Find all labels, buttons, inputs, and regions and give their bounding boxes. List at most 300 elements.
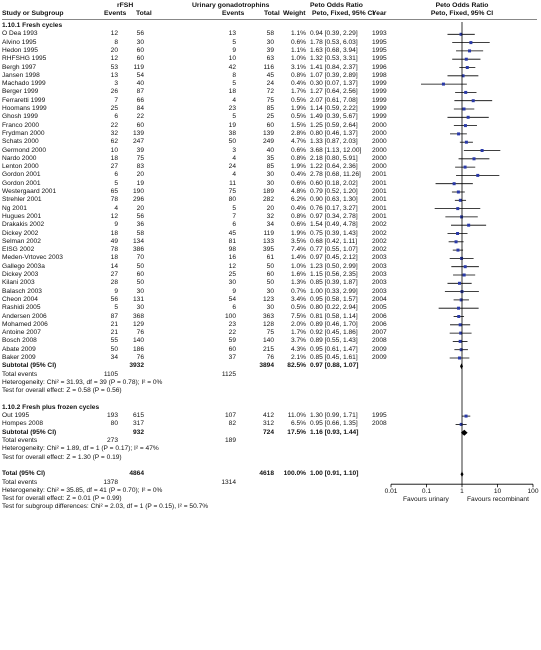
- total-urinary: 85: [266, 105, 274, 112]
- events-rfsh: 3: [114, 80, 118, 88]
- header-plot-method: Peto, Fixed, 95% CI: [430, 10, 494, 17]
- point-estimate: [456, 249, 459, 252]
- peto-or-ci: 0.75 [0.39, 1.43]: [310, 229, 358, 237]
- point-estimate: [473, 157, 476, 160]
- study-name: Frydman 2000: [2, 129, 45, 137]
- total-urinary: 76: [266, 354, 274, 361]
- weight: 1.0%: [290, 55, 306, 63]
- events-urinary: 16: [228, 254, 236, 262]
- year: 2001: [372, 171, 387, 179]
- year: 2006: [372, 320, 387, 328]
- weight: 7.4%: [290, 246, 306, 254]
- peto-or-ci: 0.30 [0.07, 1.37]: [310, 80, 358, 88]
- peto-or-ci: 1.33 [0.87, 2.03]: [310, 138, 358, 146]
- events-urinary: 80: [228, 196, 236, 204]
- peto-or-ci: 1.78 [0.53, 6.03]: [310, 38, 358, 46]
- total-urinary: 20: [266, 204, 274, 212]
- point-estimate: [464, 91, 467, 94]
- weight: 2.1%: [290, 354, 306, 361]
- peto-or-ci: 0.89 [0.46, 1.70]: [310, 320, 358, 328]
- weight: 3.1%: [290, 63, 306, 71]
- events-rfsh: 18: [110, 229, 118, 237]
- point-estimate: [467, 116, 470, 119]
- total-events-rfsh: 1105: [103, 370, 118, 378]
- study-name: Ferraretti 1999: [2, 96, 46, 104]
- header-study: Study or Subgroup: [2, 10, 64, 17]
- peto-or-ci: 1.27 [0.64, 2.56]: [310, 88, 358, 96]
- weight: 0.6%: [290, 179, 306, 187]
- total-urinary: 249: [262, 138, 274, 146]
- point-estimate: [460, 215, 463, 218]
- total-urinary: 25: [266, 113, 274, 121]
- total-urinary: 34: [266, 221, 274, 229]
- heterogeneity: Heterogeneity: Chi² = 1.89, df = 1 (P = 0.17); I² = 47%: [2, 445, 159, 453]
- total-urinary: 312: [262, 420, 274, 428]
- events-urinary: 23: [228, 320, 236, 328]
- total-rfsh: 50: [136, 262, 144, 270]
- subtotal-weight: 82.5%: [287, 362, 306, 370]
- tick-label: 1: [460, 488, 464, 496]
- year: 2000: [372, 121, 387, 129]
- total-urinary: 39: [266, 46, 274, 54]
- point-estimate: [464, 166, 467, 169]
- tick-label: 10: [493, 488, 502, 496]
- events-rfsh: 65: [110, 188, 118, 195]
- events-urinary: 5: [232, 204, 236, 212]
- subtotal-total-rfsh: 3932: [129, 362, 144, 370]
- peto-or-ci: 0.95 [0.58, 1.57]: [310, 295, 358, 303]
- total-rfsh: 54: [136, 71, 144, 79]
- year: 2001: [372, 212, 387, 220]
- subtotal-label: Subtotal (95% CI): [2, 428, 57, 436]
- events-rfsh: 18: [110, 154, 118, 162]
- events-urinary: 45: [228, 229, 236, 237]
- weight: 11.0%: [287, 412, 306, 420]
- weight: 0.4%: [290, 171, 306, 179]
- year: 1999: [372, 96, 387, 104]
- events-urinary: 7: [232, 212, 236, 220]
- peto-or-ci: 0.85 [0.39, 1.87]: [310, 279, 358, 287]
- peto-or-ci: 0.77 [0.55, 1.07]: [310, 246, 358, 254]
- peto-or-ci: 0.97 [0.34, 2.78]: [310, 212, 358, 220]
- events-urinary: 75: [228, 188, 236, 195]
- study-name: Meden-Vrtovec 2003: [2, 254, 63, 262]
- events-rfsh: 78: [110, 246, 118, 254]
- study-name: Rashidi 2005: [2, 304, 41, 312]
- total-urinary: 63: [266, 55, 274, 63]
- year: 2000: [372, 163, 387, 171]
- total-rfsh: 20: [136, 171, 144, 179]
- year: 2000: [372, 129, 387, 137]
- events-rfsh: 12: [110, 55, 118, 63]
- total-rfsh: 76: [136, 329, 144, 337]
- events-urinary: 22: [228, 329, 236, 337]
- total-urinary: 215: [262, 345, 274, 353]
- events-rfsh: 21: [110, 320, 118, 328]
- study-name: Abate 2009: [2, 345, 36, 353]
- events-urinary: 81: [228, 237, 236, 245]
- total-rfsh: 84: [136, 105, 144, 112]
- events-rfsh: 27: [110, 163, 118, 171]
- total-urinary: 139: [262, 129, 274, 137]
- events-rfsh: 6: [114, 113, 118, 121]
- total-urinary: 116: [263, 63, 274, 71]
- peto-or-ci: 1.00 [0.33, 2.99]: [310, 287, 358, 295]
- events-rfsh: 80: [110, 420, 118, 428]
- total-urinary: 35: [266, 154, 274, 162]
- events-rfsh: 49: [110, 237, 118, 245]
- study-name: Out 1995: [2, 412, 30, 420]
- point-estimate: [463, 274, 466, 277]
- study-name: Schats 2000: [2, 138, 39, 146]
- year: 2000: [372, 138, 387, 146]
- weight: 0.8%: [290, 212, 306, 220]
- peto-or-ci: 1.54 [0.49, 4.78]: [310, 221, 358, 229]
- year: 1999: [372, 88, 387, 96]
- total-urinary: 30: [266, 171, 274, 179]
- total-urinary: 50: [266, 279, 274, 287]
- events-rfsh: 13: [110, 71, 118, 79]
- events-rfsh: 50: [110, 345, 118, 353]
- year: 2008: [372, 420, 387, 428]
- year: 2003: [372, 271, 387, 278]
- peto-or-ci: 1.63 [0.68, 3.94]: [310, 46, 358, 54]
- events-urinary: 50: [228, 138, 236, 146]
- events-rfsh: 21: [110, 329, 118, 337]
- total-urinary: 75: [266, 329, 274, 337]
- weight: 1.9%: [290, 229, 306, 237]
- weight: 0.6%: [290, 221, 306, 229]
- year: 1995: [372, 46, 387, 54]
- total-rfsh: 368: [132, 312, 144, 320]
- events-rfsh: 14: [110, 262, 118, 270]
- tick-label: 100: [527, 488, 539, 496]
- weight: 1.0%: [290, 262, 306, 270]
- total-urinary: 4618: [259, 470, 274, 478]
- point-estimate: [453, 182, 456, 185]
- events-rfsh: 32: [110, 129, 118, 137]
- total-weight: 100.0%: [283, 470, 306, 478]
- study-name: Franco 2000: [2, 121, 40, 129]
- point-estimate: [472, 99, 475, 102]
- events-urinary: 5: [232, 113, 236, 121]
- year: 2003: [372, 287, 387, 295]
- subtotal-total-urinary: 724: [262, 428, 274, 436]
- events-urinary: 12: [228, 262, 236, 270]
- study-name: Strehler 2001: [2, 196, 42, 204]
- total-rfsh: 186: [132, 345, 144, 353]
- study-name: Cheon 2004: [2, 295, 38, 303]
- total-rfsh: 19: [136, 179, 144, 187]
- peto-or-ci: 0.95 [0.66, 1.35]: [310, 420, 358, 428]
- header-rule: [2, 19, 537, 20]
- point-estimate: [442, 83, 445, 86]
- year: 2005: [372, 304, 387, 312]
- events-rfsh: 25: [110, 105, 118, 112]
- heterogeneity: Heterogeneity: Chi² = 35.85, df = 41 (P = 0.70); I² = 0%: [2, 486, 163, 494]
- events-rfsh: 34: [110, 354, 118, 361]
- weight: 2.8%: [290, 129, 306, 137]
- year: 2007: [372, 329, 387, 337]
- events-rfsh: 27: [110, 271, 118, 278]
- events-urinary: 6: [232, 304, 236, 312]
- total-rfsh: 20: [136, 204, 144, 212]
- events-rfsh: 4: [114, 204, 118, 212]
- events-rfsh: 28: [110, 279, 118, 287]
- year: 2001: [372, 196, 387, 204]
- total-rfsh: 30: [136, 38, 144, 46]
- point-estimate: [457, 307, 460, 310]
- total-urinary: 50: [266, 262, 274, 270]
- events-urinary: 24: [228, 163, 236, 171]
- total-rfsh: 296: [132, 196, 144, 204]
- total-rfsh: 317: [132, 420, 144, 428]
- year: 1995: [372, 38, 387, 46]
- peto-or-ci: 1.49 [0.39, 5.67]: [310, 113, 358, 121]
- study-name: RHFSHG 1995: [2, 55, 47, 63]
- weight: 0.5%: [290, 304, 306, 312]
- events-rfsh: 5: [114, 304, 118, 312]
- point-estimate: [457, 315, 460, 318]
- year: 2004: [372, 295, 387, 303]
- year: 2001: [372, 204, 387, 212]
- events-rfsh: 56: [110, 295, 118, 303]
- total-urinary: 128: [262, 320, 274, 328]
- header-or-title: Peto Odds Ratio: [310, 2, 363, 9]
- weight: 1.6%: [290, 271, 306, 278]
- total-urinary: 30: [266, 38, 274, 46]
- events-urinary: 59: [228, 337, 236, 345]
- total-urinary: 30: [266, 287, 274, 295]
- total-urinary: 133: [262, 237, 274, 245]
- peto-or-ci: 0.60 [0.18, 2.02]: [310, 179, 358, 187]
- point-estimate: [466, 66, 469, 69]
- total-rfsh: 58: [136, 229, 144, 237]
- year: 1996: [372, 63, 387, 71]
- subtotal-ci: 1.16 [0.93, 1.44]: [310, 428, 359, 436]
- weight: 4.8%: [290, 188, 306, 195]
- weight: 1.7%: [290, 88, 306, 96]
- point-estimate: [481, 149, 484, 152]
- study-name: EISG 2002: [2, 246, 35, 254]
- total-urinary: 30: [266, 179, 274, 187]
- peto-or-ci: 0.85 [0.45, 1.61]: [310, 354, 358, 361]
- peto-or-ci: 0.76 [0.17, 3.27]: [310, 204, 358, 212]
- point-estimate: [456, 232, 459, 235]
- year: 2003: [372, 279, 387, 287]
- peto-or-ci: 0.81 [0.58, 1.14]: [310, 312, 358, 320]
- events-urinary: 19: [228, 121, 236, 129]
- peto-or-ci: 1.25 [0.59, 2.64]: [310, 121, 358, 129]
- total-rfsh: 119: [133, 63, 144, 71]
- point-estimate: [459, 340, 462, 343]
- events-urinary: 13: [228, 30, 236, 38]
- events-rfsh: 53: [110, 63, 118, 71]
- year: 2000: [372, 154, 387, 162]
- point-estimate: [465, 415, 468, 418]
- weight: 1.1%: [290, 30, 306, 38]
- pooled-diamond: [460, 363, 463, 369]
- weight: 6.5%: [290, 420, 306, 428]
- total-rfsh: 39: [136, 146, 144, 154]
- total-urinary: 282: [262, 196, 274, 204]
- peto-or-ci: 1.14 [0.59, 2.22]: [310, 105, 358, 112]
- header-events-a: Events: [104, 10, 127, 17]
- peto-or-ci: 1.15 [0.56, 2.35]: [310, 271, 358, 278]
- events-urinary: 3: [232, 146, 236, 154]
- total-rfsh: 247: [132, 138, 144, 146]
- total-events-urinary: 1314: [221, 478, 236, 486]
- weight: 0.6%: [290, 146, 306, 154]
- peto-or-ci: 0.68 [0.42, 1.11]: [310, 237, 358, 245]
- header-or-method: Peto, Fixed, 95% CI: [312, 10, 375, 17]
- point-estimate: [460, 257, 463, 260]
- peto-or-ci: 2.18 [0.80, 5.91]: [310, 154, 358, 162]
- events-urinary: 25: [228, 271, 236, 278]
- point-estimate: [468, 49, 471, 52]
- study-name: Gordon 2001: [2, 171, 41, 179]
- events-rfsh: 12: [110, 212, 118, 220]
- total-rfsh: 56: [136, 212, 144, 220]
- total-urinary: 61: [266, 254, 274, 262]
- study-name: Balasch 2003: [2, 287, 42, 295]
- point-estimate: [469, 41, 472, 44]
- weight: 1.5%: [290, 121, 306, 129]
- total-rfsh: 87: [136, 88, 144, 96]
- favours-left-label: Favours urinary: [403, 496, 449, 504]
- peto-or-ci: 1.32 [0.53, 3.31]: [310, 55, 358, 63]
- total-urinary: 140: [262, 337, 274, 345]
- total-urinary: 75: [266, 96, 274, 104]
- events-urinary: 4: [232, 171, 236, 179]
- peto-or-ci: 1.41 [0.84, 2.37]: [310, 63, 358, 71]
- study-name: Hoomans 1999: [2, 105, 47, 112]
- study-name: Berger 1999: [2, 88, 39, 96]
- header-total-b: Total: [264, 10, 280, 17]
- events-urinary: 11: [229, 179, 236, 187]
- events-rfsh: 6: [114, 171, 118, 179]
- study-name: Hompes 2008: [2, 420, 44, 428]
- total-rfsh: 139: [132, 129, 144, 137]
- total-rfsh: 190: [132, 188, 144, 195]
- overall-effect: Test for overall effect: Z = 0.01 (P = 0.99): [2, 495, 122, 503]
- total-rfsh: 60: [136, 55, 144, 63]
- weight: 3.5%: [290, 237, 306, 245]
- events-urinary: 6: [232, 221, 236, 229]
- study-name: Drakakis 2002: [2, 221, 45, 229]
- weight: 1.9%: [290, 163, 306, 171]
- point-estimate: [467, 224, 470, 227]
- study-name: Gordon 2001: [2, 179, 41, 187]
- total-urinary: 60: [266, 121, 274, 129]
- year: 2008: [372, 337, 387, 345]
- events-urinary: 38: [228, 129, 236, 137]
- events-rfsh: 193: [106, 412, 118, 420]
- total-events-urinary: 1125: [221, 370, 236, 378]
- year: 2001: [372, 179, 387, 187]
- year: 2009: [372, 345, 387, 353]
- total-urinary: 395: [262, 246, 274, 254]
- weight: 0.7%: [290, 287, 306, 295]
- total-rfsh: 615: [132, 412, 144, 420]
- events-urinary: 100: [224, 312, 236, 320]
- total-rfsh: 75: [136, 154, 144, 162]
- header-plot-title: Peto Odds Ratio: [435, 2, 489, 9]
- header-rfsh: rFSH: [117, 2, 134, 9]
- study-name: Antoine 2007: [2, 329, 41, 337]
- total-rfsh: 30: [136, 287, 144, 295]
- total-events-label: Total events: [2, 370, 38, 378]
- point-estimate: [457, 191, 460, 194]
- total-rfsh: 36: [136, 221, 144, 229]
- weight: 0.6%: [290, 38, 306, 46]
- weight: 4.7%: [290, 138, 306, 146]
- overall-effect: Test for overall effect: Z = 1.30 (P = 0.19): [2, 453, 122, 461]
- year: 2001: [372, 188, 387, 195]
- events-rfsh: 87: [110, 312, 118, 320]
- weight: 0.4%: [290, 80, 306, 88]
- total-rfsh: 60: [136, 46, 144, 54]
- events-urinary: 42: [228, 63, 236, 71]
- year: 1999: [372, 113, 387, 121]
- events-urinary: 5: [232, 80, 236, 88]
- weight: 0.4%: [290, 204, 306, 212]
- total-events-urinary: 189: [224, 437, 236, 444]
- total-urinary: 412: [262, 412, 274, 420]
- weight: 4.3%: [290, 345, 306, 353]
- total-events-label: Total events: [2, 437, 38, 444]
- peto-or-ci: 0.79 [0.52, 1.20]: [310, 188, 358, 195]
- events-rfsh: 9: [114, 221, 118, 229]
- study-name: Alvino 1995: [2, 38, 37, 46]
- study-name: Machado 1999: [2, 80, 46, 88]
- total-urinary: 45: [266, 71, 274, 79]
- total-urinary: 85: [266, 163, 274, 171]
- peto-or-ci: 2.07 [0.61, 7.08]: [310, 96, 358, 104]
- events-urinary: 9: [232, 46, 236, 54]
- events-urinary: 4: [232, 96, 236, 104]
- point-estimate: [464, 265, 467, 268]
- weight: 7.5%: [290, 312, 306, 320]
- events-rfsh: 55: [110, 337, 118, 345]
- weight: 0.5%: [290, 96, 306, 104]
- peto-or-ci: 1.23 [0.50, 2.99]: [310, 262, 358, 270]
- events-urinary: 30: [228, 279, 236, 287]
- peto-or-ci: 0.89 [0.55, 1.43]: [310, 337, 358, 345]
- subgroup-title: 1.10.1 Fresh cycles: [2, 22, 63, 29]
- study-name: Baker 2009: [2, 354, 36, 361]
- year: 2002: [372, 237, 387, 245]
- point-estimate: [459, 199, 462, 202]
- study-name: Kilani 2003: [2, 279, 35, 287]
- point-estimate: [457, 132, 460, 135]
- total-rfsh: 131: [132, 295, 144, 303]
- subtotal-label: Subtotal (95% CI): [2, 362, 57, 370]
- peto-or-ci: 0.92 [0.45, 1.86]: [310, 329, 358, 337]
- events-urinary: 4: [232, 154, 236, 162]
- point-estimate: [459, 323, 462, 326]
- peto-or-ci: 1.07 [0.39, 2.89]: [310, 71, 358, 79]
- year: 2002: [372, 246, 387, 254]
- total-urinary: 58: [266, 30, 274, 38]
- total-rfsh: 76: [136, 354, 144, 361]
- study-name: Ghosh 1999: [2, 113, 38, 121]
- subgroup-title: 1.10.2 Fresh plus frozen cycles: [2, 403, 100, 411]
- events-rfsh: 22: [110, 121, 118, 129]
- point-estimate: [465, 141, 468, 144]
- study-name: Bergh 1997: [2, 63, 37, 71]
- weight: 1.4%: [290, 254, 306, 262]
